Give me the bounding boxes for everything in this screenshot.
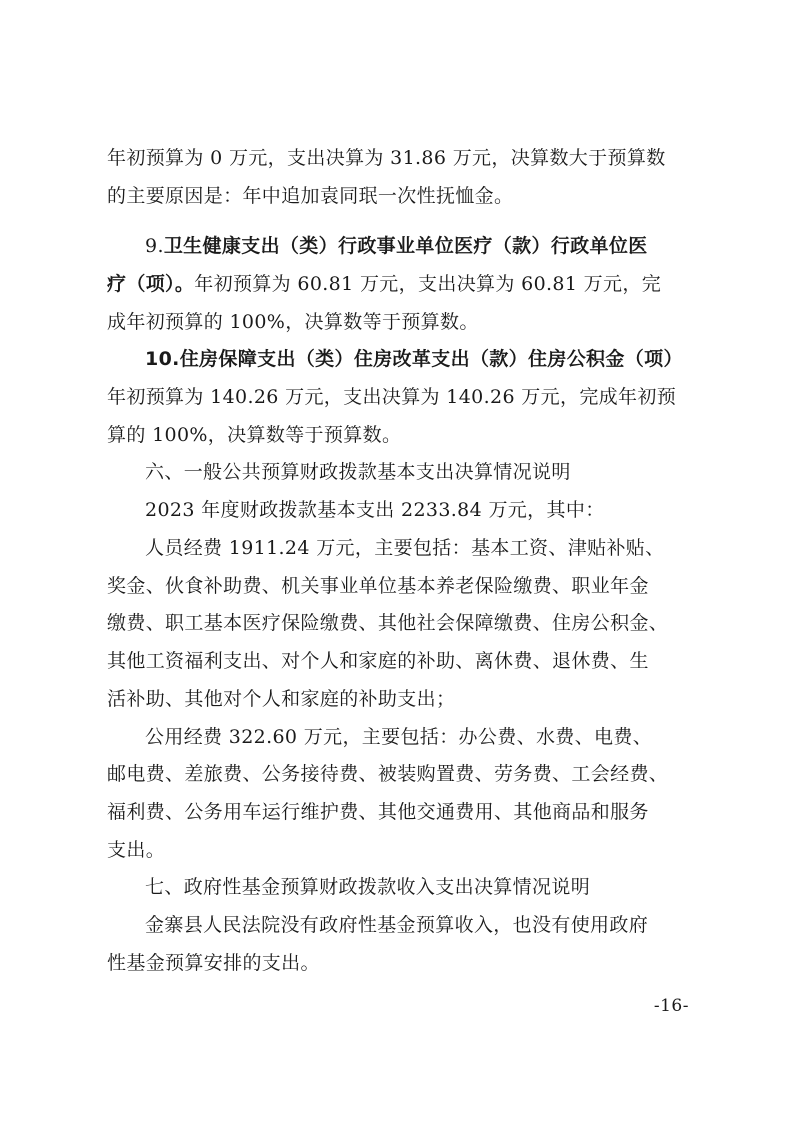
text-line: 人员经费 1911.24 万元，主要包括：基本工资、津贴补贴、 [145,537,665,559]
text-line: 年初预算为 140.26 万元，支出决算为 140.26 万元，完成年初预 [107,386,677,408]
text-line: 活补助、其他对个人和家庭的补助支出； [107,688,456,710]
section-heading-7: 七、政府性基金预算财政拨款收入支出决算情况说明 [145,876,591,898]
text-line: 奖金、伙食补助费、机关事业单位基本养老保险缴费、职业年金 [107,575,649,597]
text-line: 年初预算为 0 万元，支出决算为 31.86 万元，决算数大于预算数 [107,147,666,169]
text-line: 的主要原因是：年中追加袁同珉一次性抚恤金。 [107,185,514,207]
item-heading-text: 卫生健康支出（类）行政事业单位医疗（款）行政单位医 [163,235,648,257]
item-number: 9. [145,235,164,257]
page-number: -16- [653,996,689,1016]
item-heading-text: 疗（项）。 [107,273,195,295]
text-line: 支出。 [107,839,166,861]
text-line: 性基金预算安排的支出。 [107,952,320,974]
heading-item-9-cont [107,271,661,297]
text-line: 缴费、职工基本医疗保险缴费、其他社会保障缴费、住房公积金、 [107,612,669,634]
text-line: 邮电费、差旅费、公务接待费、被装购置费、劳务费、工会经费、 [107,763,669,785]
text-line: 公用经费 322.60 万元，主要包括：办公费、水费、电费、 [145,726,653,748]
text-span: 年初预算为 60.81 万元，支出决算为 60.81 万元，完 [194,273,662,295]
text-line: 成年初预算的 100%，决算数等于预算数。 [107,311,479,333]
text-line: 其他工资福利支出、对个人和家庭的补助、离休费、退休费、生 [107,650,649,672]
text-line: 福利费、公务用车运行维护费、其他交通费用、其他商品和服务 [107,801,649,823]
heading-item-10: 10.住房保障支出（类）住房改革支出（款）住房公积金（项） [145,348,683,370]
text-line: 金寨县人民法院没有政府性基金预算收入，也没有使用政府 [145,914,649,936]
heading-item-9 [145,233,648,259]
text-line: 算的 100%，决算数等于预算数。 [107,424,402,446]
section-heading-6: 六、一般公共预算财政拨款基本支出决算情况说明 [145,461,571,483]
text-line: 2023 年度财政拨款基本支出 2233.84 万元，其中： [145,499,605,521]
